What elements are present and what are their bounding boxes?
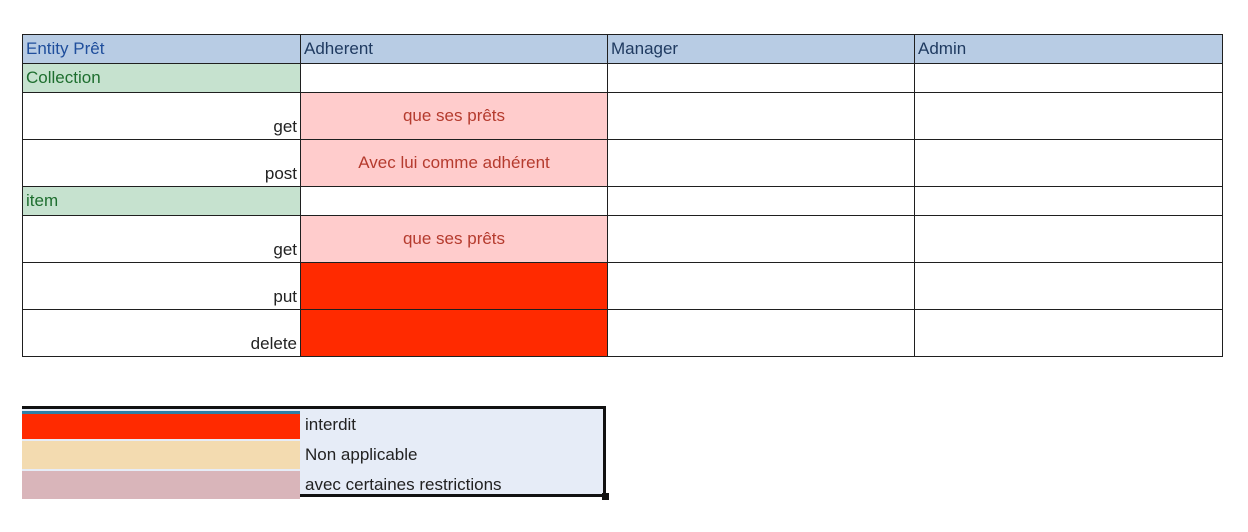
section-row-collection — [23, 64, 1223, 93]
legend-swatch[interactable] — [22, 441, 300, 469]
table-row — [23, 140, 1223, 187]
header-admin[interactable]: Admin — [915, 35, 1223, 64]
header-manager[interactable]: Manager — [608, 35, 915, 64]
admin-permission-cell[interactable] — [915, 93, 1223, 140]
admin-permission-cell[interactable] — [915, 310, 1223, 357]
legend-swatch[interactable] — [22, 411, 300, 439]
adherent-permission-cell-forbidden[interactable] — [301, 263, 608, 310]
legend-item-not-applicable — [22, 441, 603, 469]
table-row — [23, 216, 1223, 263]
legend-label[interactable]: Non applicable — [305, 445, 418, 464]
section-label[interactable]: item — [23, 187, 301, 216]
table-cell[interactable] — [915, 187, 1223, 216]
table-cell[interactable] — [608, 187, 915, 216]
table-row — [23, 93, 1223, 140]
admin-permission-cell[interactable] — [915, 263, 1223, 310]
legend-item-restricted — [22, 471, 603, 499]
manager-permission-cell[interactable] — [608, 140, 915, 187]
table-row — [23, 263, 1223, 310]
color-legend — [22, 406, 606, 497]
table-cell[interactable] — [301, 64, 608, 93]
legend-label[interactable]: avec certaines restrictions — [305, 475, 502, 494]
method-label[interactable]: delete — [23, 310, 301, 357]
method-label[interactable]: put — [23, 263, 301, 310]
adherent-permission-cell-forbidden[interactable] — [301, 310, 608, 357]
method-label[interactable]: get — [23, 93, 301, 140]
admin-permission-cell[interactable] — [915, 216, 1223, 263]
table-cell[interactable] — [608, 64, 915, 93]
manager-permission-cell[interactable] — [608, 263, 915, 310]
admin-permission-cell[interactable] — [915, 140, 1223, 187]
header-adherent[interactable]: Adherent — [301, 35, 608, 64]
manager-permission-cell[interactable] — [608, 310, 915, 357]
header-row — [23, 35, 1223, 64]
table-cell[interactable] — [915, 64, 1223, 93]
permissions-table — [22, 34, 1223, 357]
legend-swatch[interactable] — [22, 471, 300, 499]
adherent-permission-cell[interactable]: Avec lui comme adhérent — [301, 140, 608, 187]
table-row — [23, 310, 1223, 357]
legend-item-forbidden — [22, 411, 603, 439]
adherent-permission-cell[interactable]: que ses prêts — [301, 216, 608, 263]
manager-permission-cell[interactable] — [608, 93, 915, 140]
header-entity[interactable]: Entity Prêt — [23, 35, 301, 64]
legend-label[interactable]: interdit — [305, 415, 357, 434]
selection-fill-handle[interactable] — [602, 493, 609, 500]
section-row-item — [23, 187, 1223, 216]
manager-permission-cell[interactable] — [608, 216, 915, 263]
table-cell[interactable] — [301, 187, 608, 216]
adherent-permission-cell[interactable]: que ses prêts — [301, 93, 608, 140]
method-label[interactable]: get — [23, 216, 301, 263]
section-label[interactable]: Collection — [23, 64, 301, 93]
method-label[interactable]: post — [23, 140, 301, 187]
